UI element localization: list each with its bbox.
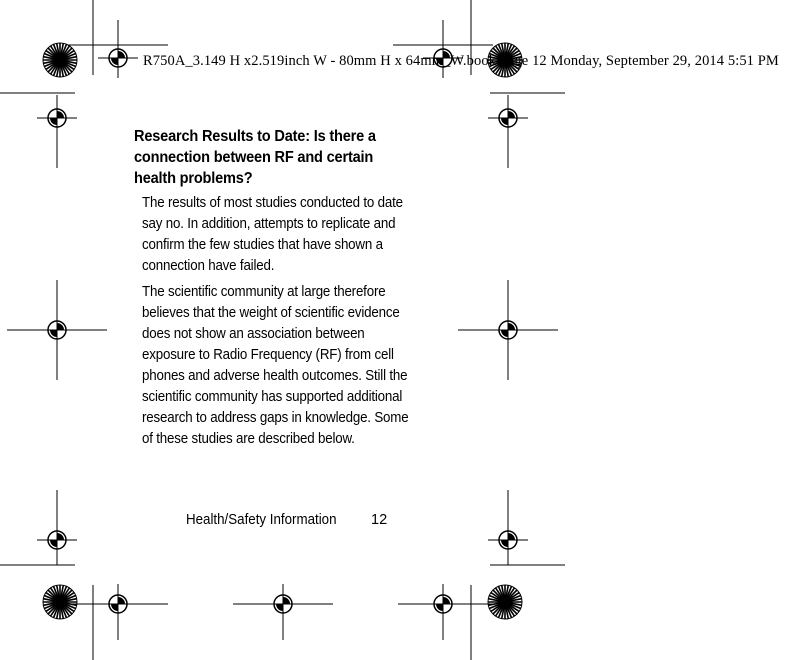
starburst-icon (43, 585, 77, 619)
page-number: 12 (371, 512, 388, 528)
body-paragraph: The results of most studies conducted to date say no. In addition, attempts to replicate and confirm the few studies that have shown a connection have failed. (142, 195, 403, 274)
starburst-icon (43, 43, 77, 77)
body-paragraph: The scientific community at large therefore believes that the weight of scientific evidence does not show an association between exposure to Radio Frequency (RF) from cell phones and adverse health outcomes. Still the scientific community has supported additional research to address gaps in knowledge. Some of these studies are described below. (142, 284, 409, 447)
starburst-icon (488, 585, 522, 619)
print-slug-line: R750A_3.149 H x2.519inch W - 80mm H x 64mm_W.book Page 12 Monday, September 29, 2014 5:51 PM (143, 53, 779, 69)
section-heading: Research Results to Date: Is there a connection between RF and certain health problems? (134, 128, 376, 187)
footer-section-label: Health/Safety Information (186, 512, 337, 528)
